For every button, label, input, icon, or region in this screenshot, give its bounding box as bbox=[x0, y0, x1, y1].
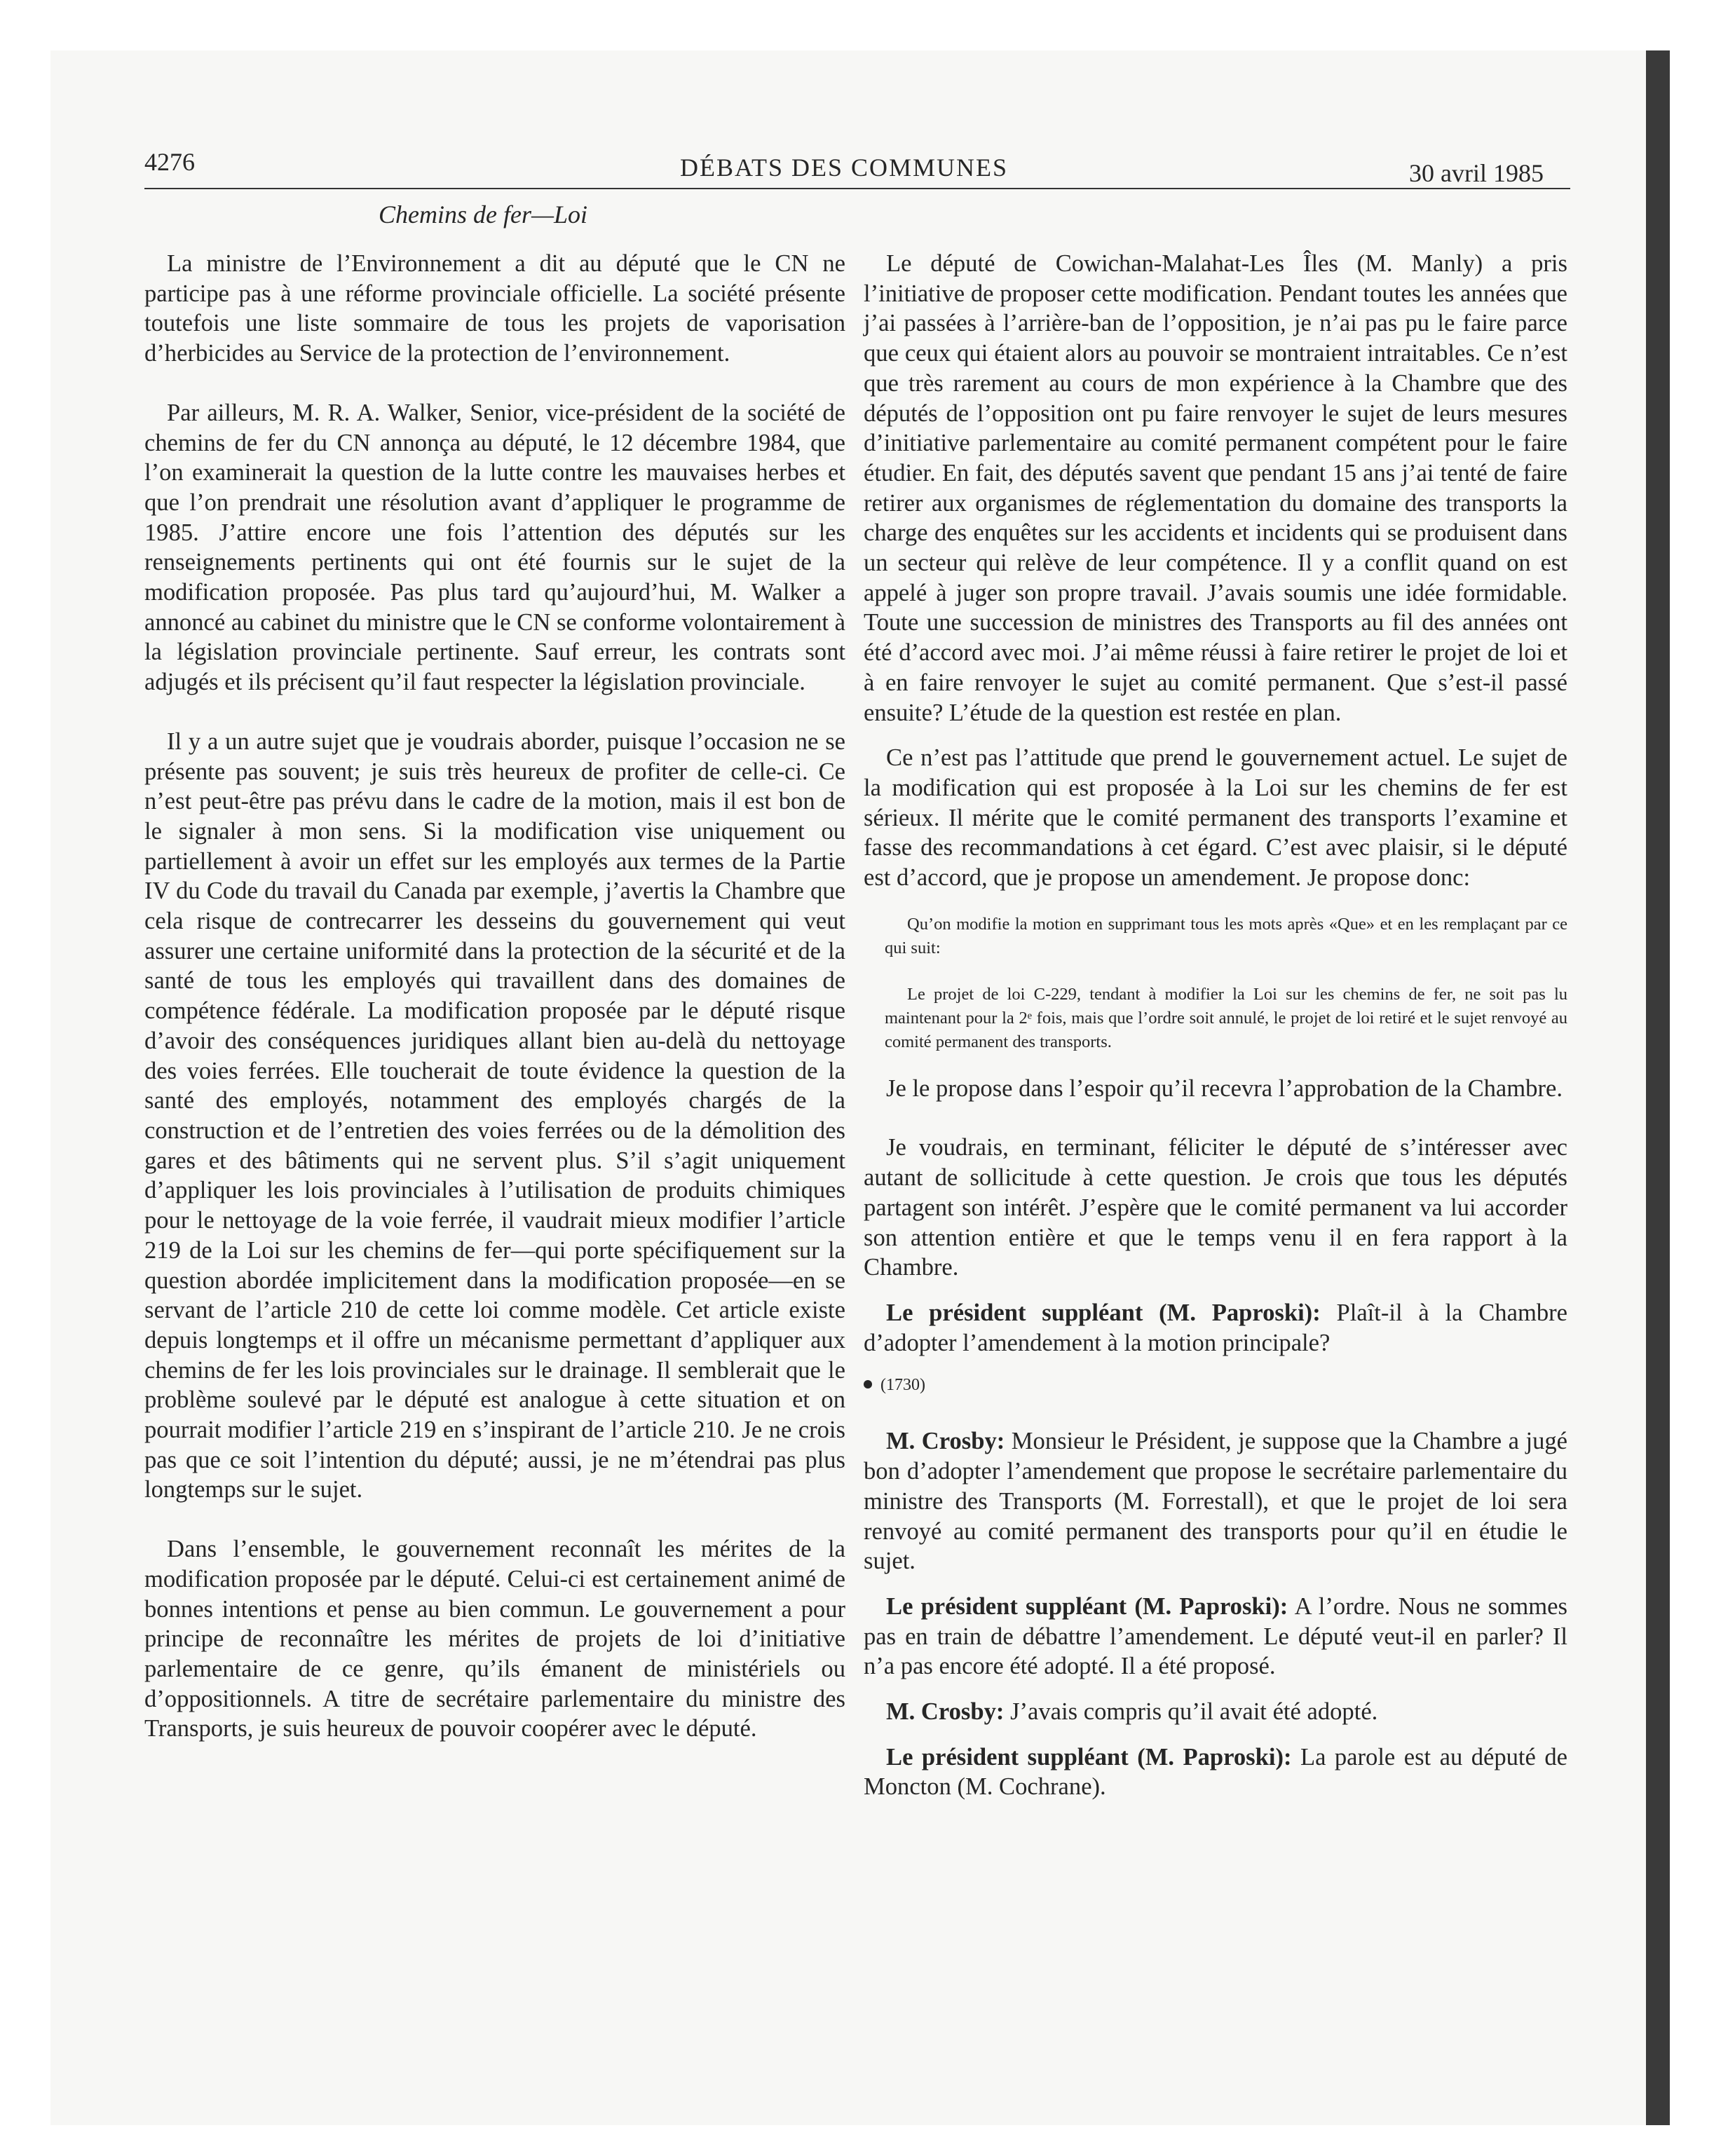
issue-date: 30 avril 1985 bbox=[1409, 159, 1544, 187]
left-column bbox=[144, 249, 845, 1744]
binding-edge bbox=[1646, 50, 1670, 2125]
running-head: Chemins de fer—Loi bbox=[379, 200, 588, 228]
speech-text: Plaît-il à la Chambre d’adopter l’amendement à la motion principale? bbox=[864, 1299, 1567, 1356]
bullet-icon bbox=[864, 1380, 872, 1389]
journal-title: DÉBATS DES COMMUNES bbox=[680, 153, 1009, 182]
speaker-name: Le président suppléant (M. Paproski): bbox=[886, 1743, 1292, 1770]
speaker-name: Le président suppléant (M. Paproski): bbox=[886, 1299, 1321, 1326]
left-paragraph-4: Dans l’ensemble, le gouvernement reconnaît les mérites de la modification proposée par le député. Celui-ci est certainement animé de bonnes intentions et pense au bien commun. Le gouvernement a pour principe de reconnaître les mérites de projets de loi d’initiative parlementaire de ce genre, qu’ils émanent de ministériels ou d’oppositionnels. A titre de secrétaire parlementaire du ministre des Transports, je suis heureux de pouvoir coopérer avec le député. bbox=[144, 1536, 845, 1742]
header-rule bbox=[144, 188, 1570, 189]
right-paragraph-4: Je voudrais, en terminant, féliciter le député de s’intéresser avec autant de sollicitude à cette question. Je crois que tous les députés partagent son intérêt. J’espère que le comité permanent va lui accorder son attention entière et que le temps venu il en fera rapport à la Chambre. bbox=[864, 1134, 1567, 1281]
speech-1 bbox=[864, 1298, 1567, 1358]
right-paragraph-1: Le député de Cowichan-Malahat-Les Îles (M. Manly) a pris l’initiative de proposer cette modification. Pendant toutes les années que j’ai passées à l’arrière-ban de l’opposition, je n’ai pas pu le faire parce que ceux qui étaient alors au pouvoir se montraient intraitables. Ce n’est que très rarement au cours de mon expérience à la Chambre que des députés de l’opposition ont pu faire renvoyer le sujet de leurs mesures d’initiative parlementaire au comité permanent compétent pour le faire étudier. En fait, des députés savent que pendant 15 ans j’ai tenté de faire retirer aux organismes de réglementation du domaine des transports la charge des enquêtes sur les accidents et incidents qui se produisent dans un secteur qui relève de leur compétence. Il y a conflit quand on est appelé à juger son propre travail. J’avais soumis une idée formidable. Toute une succession de ministres des Transports au fil des années ont été d’accord avec moi. J’ai même réussi à faire retirer le projet de loi et à en faire renvoyer le sujet au comité permanent. Que s’est-il passé ensuite? L’étude de la question est restée en plan. bbox=[864, 250, 1567, 726]
right-paragraph-2: Ce n’est pas l’attitude que prend le gouvernement actuel. Le sujet de la modification qui est proposée à la Loi sur les chemins de fer est sérieux. Il mérite que le comité permanent des transports l’examine et fasse des recommandations à cet égard. C’est avec plaisir, si le député est d’accord, que je propose un amendement. Je propose donc: bbox=[864, 744, 1567, 892]
left-paragraph-2: Par ailleurs, M. R. A. Walker, Senior, vice-président de la société de chemins de fer du CN annonça au député, le 12 décembre 1984, que l’on examinerait la question de la lutte contre les mauvaises herbes et que l’on prendrait une résolution avant d’appliquer le programme de 1985. J’attire encore une fois l’attention des députés sur les renseignements pertinents qui ont été fournis sur le sujet de la modification proposée. Pas plus tard qu’aujourd’hui, M. Walker a annoncé au cabinet du ministre que le CN se conforme volontairement à la législation provinciale pertinente. Sauf erreur, les contrats sont adjugés et ils précisent qu’il faut respecter la législation provinciale. bbox=[144, 399, 845, 696]
left-paragraph-3: Il y a un autre sujet que je voudrais aborder, puisque l’occasion ne se présente pas souvent; je suis très heureux de profiter de celle-ci. Ce n’est peut-être pas prévu dans le cadre de la motion, mais il est bon de le signaler à mon sens. Si la modification vise uniquement ou partiellement à avoir un effet sur les employés aux termes de la Partie IV du Code du travail du Canada par exemple, j’avertis la Chambre que cela risque de contrecarrer les desseins du gouvernement qui veut assurer une certaine uniformité dans la protection de la sécurité et de la santé de tous les employés qui travaillent dans des domaines de compétence fédérale. La modification proposée par le député risque d’avoir des conséquences juridiques allant bien au-delà du nettoyage des voies ferrées. Elle toucherait de toute évidence la question de la santé des employés, notamment des employés chargés de la construction et de l’entretien des voies ferrées ou de la démolition des gares et des bâtiments qui ne servent plus. S’il s’agit uniquement d’appliquer les lois provinciales à l’utilisation de produits chimiques pour le nettoyage de la voie ferrée, il vaudrait mieux modifier l’article 219 de la Loi sur les chemins de fer—qui porte spécifiquement sur la question abordée implicitement dans la modification proposée—en se servant de l’article 210 de cette loi comme modèle. Cet article existe depuis longtemps et il offre un mécanisme permettant d’appliquer aux chemins de fer les lois provinciales sur le drainage. Il semblerait que le problème soulevé par le député est analogue à cette situation et on pourrait modifier l’article 219 en s’inspirant de l’article 210. Je ne crois pas que ce soit l’intention du député; aussi, je ne m’étendrai pas plus longtemps sur le sujet. bbox=[144, 728, 845, 1503]
time-marker bbox=[864, 1373, 1567, 1426]
speech-text: J’avais compris qu’il avait été adopté. bbox=[1010, 1698, 1378, 1726]
speech-text: La parole est au député de Moncton (M. Cochrane). bbox=[864, 1743, 1567, 1801]
speech-text: Monsieur le Président, je suppose que la Chambre a jugé bon d’adopter l’amendement que propose le secrétaire parlementaire du ministre des Transports (M. Forrestall), et que le projet de loi sera renvoyé au comité permanent des transports pour qu’il en étudie le sujet. bbox=[864, 1428, 1567, 1575]
speaker-name: M. Crosby: bbox=[886, 1428, 1005, 1455]
speech-2 bbox=[864, 1426, 1567, 1576]
time-marker-label: (1730) bbox=[880, 1376, 925, 1395]
speaker-name: M. Crosby: bbox=[886, 1698, 1005, 1726]
speaker-name: Le président suppléant (M. Paproski): bbox=[886, 1592, 1288, 1620]
left-paragraph-1: La ministre de l’Environnement a dit au député que le CN ne participe pas à une réforme provinciale officielle. La société présente toutefois une liste sommaire de tous les projets de vaporisation d’herbicides au Service de la protection de l’environnement. bbox=[144, 250, 845, 367]
motion-quote: Qu’on modifie la motion en supprimant tous les mots après «Que» et en les remplaçant par ce qui suit: bbox=[885, 914, 1567, 957]
right-paragraph-3: Je le propose dans l’espoir qu’il recevra l’approbation de la Chambre. bbox=[886, 1074, 1563, 1102]
right-column bbox=[864, 249, 1567, 1802]
speech-4 bbox=[864, 1697, 1567, 1727]
amendment-quote: Le projet de loi C-229, tendant à modifier la Loi sur les chemins de fer, ne soit pas lu maintenant pour la 2ᵉ fois, mais que l’ordre soit annulé, le projet de loi retiré et le sujet renvoyé au comité permanent des transports. bbox=[885, 984, 1567, 1051]
page-number: 4276 bbox=[144, 148, 195, 176]
speech-3 bbox=[864, 1592, 1567, 1681]
speech-5 bbox=[864, 1742, 1567, 1802]
speech-text: A l’ordre. Nous ne sommes pas en train de débattre l’amendement. Le député veut-il en parler? Il n’a pas encore été adopté. Il a été proposé. bbox=[864, 1592, 1567, 1680]
